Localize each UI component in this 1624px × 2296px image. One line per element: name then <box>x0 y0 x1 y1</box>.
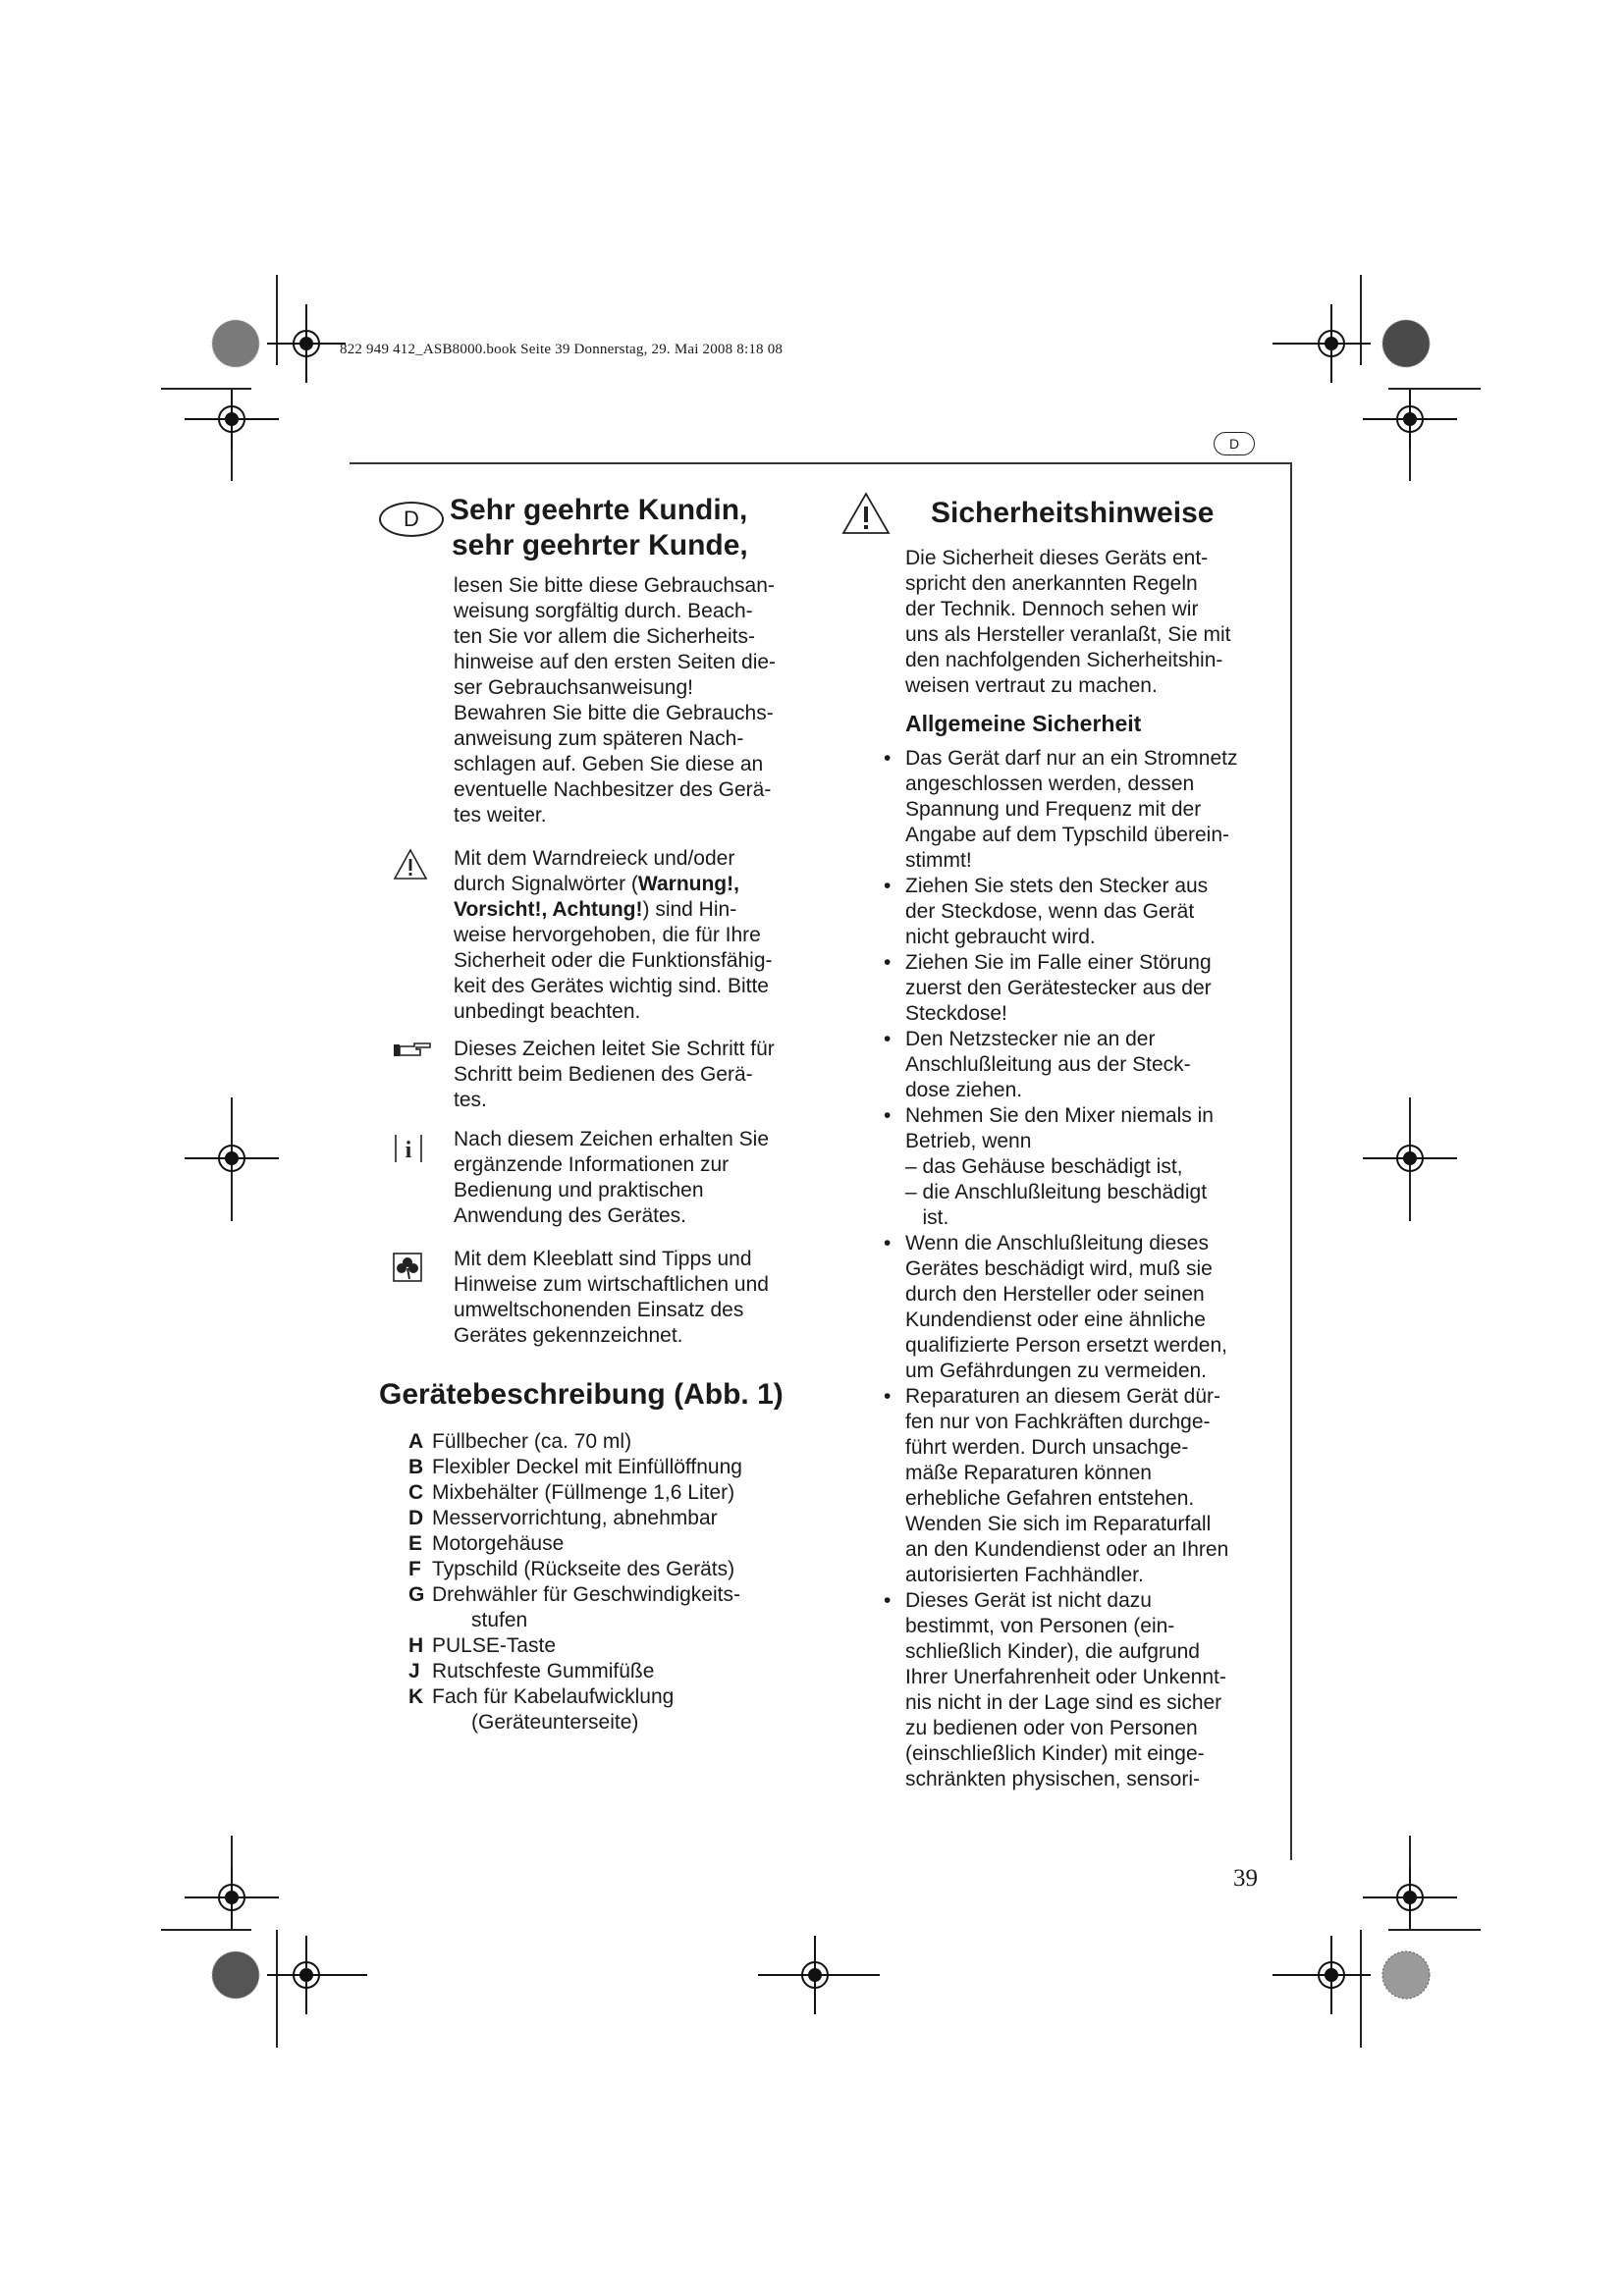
warning-triangle-icon <box>393 848 428 888</box>
pointing-hand-icon <box>393 1041 432 1067</box>
safety-bullet: • Den Netzstecker nie an der Anschlußleitung aus der Steck- dose ziehen. <box>882 1027 1284 1103</box>
warning-text-line: durch Signalwörter (Warnung!, <box>454 873 739 895</box>
intro-line: hinweise auf den ersten Seiten die- <box>454 651 777 673</box>
sicherheit-intro-line: der Technik. Dennoch sehen wir <box>905 598 1199 620</box>
part-item: A Füllbecher (ca. 70 ml) <box>408 1430 632 1453</box>
language-badge: D <box>1214 432 1255 455</box>
greeting-line-1: Sehr geehrte Kundin, <box>450 494 748 526</box>
geraetebeschreibung-heading: Gerätebeschreibung (Abb. 1) <box>379 1378 784 1411</box>
warning-triangle-heading-icon <box>840 491 892 541</box>
part-item: H PULSE-Taste <box>408 1634 557 1657</box>
part-item: E Motorgehäuse <box>408 1532 565 1555</box>
part-item: C Mixbehälter (Füllmenge 1,6 Liter) <box>408 1481 735 1504</box>
greeting-intro <box>454 573 827 828</box>
intro-line: Bewahren Sie bitte die Gebrauchs- <box>454 702 774 724</box>
clover-leaf-icon <box>393 1253 422 1289</box>
clover-text-line: Hinweise zum wirtschaftlichen und <box>454 1273 769 1296</box>
symbol-info-row <box>393 1127 825 1235</box>
info-text-line: Nach diesem Zeichen erhalten Sie <box>454 1128 770 1150</box>
clover-text-line: Gerätes gekennzeichnet. <box>454 1324 683 1347</box>
part-item: K Fach für Kabelaufwicklung (Geräteunterseite) <box>408 1685 675 1734</box>
warning-text-line: weise hervorgehoben, die für Ihre <box>454 924 761 946</box>
part-item: G Drehwähler für Geschwindigkeits- stufen <box>408 1583 740 1631</box>
allgemeine-sicherheit-subheading: Allgemeine Sicherheit <box>905 711 1142 736</box>
clover-text-line: Mit dem Kleeblatt sind Tipps und <box>454 1248 752 1270</box>
sicherheit-intro-line: spricht den anerkannten Regeln <box>905 572 1198 595</box>
sicherheit-intro-line: Die Sicherheit dieses Geräts ent- <box>905 547 1209 569</box>
info-text-line: Anwendung des Gerätes. <box>454 1204 686 1227</box>
info-text-line: Bedienung und praktischen <box>454 1179 704 1201</box>
safety-bullet: • Ziehen Sie im Falle einer Störung zuerst den Gerätestecker aus der Steckdose! <box>882 950 1284 1027</box>
symbol-step-row <box>393 1037 825 1115</box>
print-header-line: 822 949 412_ASB8000.book Seite 39 Donnerstag, 29. Mai 2008 8:18 08 <box>340 342 784 357</box>
step-text-line: tes. <box>454 1089 487 1111</box>
intro-line: weisung sorgfältig durch. Beach- <box>454 600 753 622</box>
safety-bullet: • Wenn die Anschlußleitung dieses Gerätes beschädigt wird, muß sie durch den Hersteller oder seinen Kundendienst oder eine ähnliche qualifizierte Person ersetzt werden, um Gefährdungen zu vermeiden. <box>882 1231 1284 1384</box>
frame-right-rule <box>1290 462 1292 1860</box>
sicherheit-intro-line: uns als Hersteller veranlaßt, Sie mit <box>905 623 1231 646</box>
language-oval: D <box>379 502 444 537</box>
part-item: J Rutschfeste Gummifüße <box>408 1660 655 1682</box>
info-icon <box>393 1133 424 1171</box>
safety-bullet: • Ziehen Sie stets den Stecker aus der Steckdose, wenn das Gerät nicht gebraucht wird. <box>882 874 1284 950</box>
step-text-line: Schritt beim Bedienen des Gerä- <box>454 1063 753 1086</box>
intro-line: schlagen auf. Geben Sie diese an <box>454 753 764 775</box>
sicherheit-intro-line: den nachfolgenden Sicherheitshin- <box>905 649 1223 671</box>
warning-text-line: Vorsicht!, Achtung!) sind Hin- <box>454 898 737 921</box>
warning-text-line: keit des Gerätes wichtig sind. Bitte <box>454 975 769 997</box>
part-item: F Typschild (Rückseite des Geräts) <box>408 1558 735 1580</box>
sicherheitshinweise-heading: Sicherheitshinweise <box>931 497 1215 529</box>
warning-text-line: unbedingt beachten. <box>454 1000 641 1023</box>
greeting-line-2: sehr geehrter Kunde, <box>452 529 748 561</box>
part-item: D Messervorrichtung, abnehmbar <box>408 1507 718 1529</box>
intro-line: ser Gebrauchsanweisung! <box>454 676 693 699</box>
safety-bullet: • Nehmen Sie den Mixer niemals in Betrieb, wenn – das Gehäuse beschädigt ist, – die Anschlußleitung beschädigt ist. <box>882 1103 1284 1231</box>
intro-line: ten Sie vor allem die Sicherheits- <box>454 625 755 648</box>
symbol-clover-row <box>393 1247 825 1355</box>
svg-text:i: i <box>405 1138 412 1163</box>
safety-bullet: • Das Gerät darf nur an ein Stromnetz angeschlossen werden, dessen Spannung und Frequenz mit der Angabe auf dem Typschild überein- stimmt! <box>882 746 1284 874</box>
sicherheit-intro <box>905 546 1278 699</box>
info-text-line: ergänzende Informationen zur <box>454 1153 730 1176</box>
safety-bullet-list <box>882 746 1284 1792</box>
safety-bullet: • Reparaturen an diesem Gerät dür- fen nur von Fachkräften durchge- führt werden. Durch unsachge- mäße Reparaturen können erhebliche Gefahren entstehen. Wenden Sie sich im Reparaturfall an den Kundendienst oder an Ihren autorisierten Fachhändler. <box>882 1384 1284 1588</box>
safety-bullet: • Dieses Gerät ist nicht dazu bestimmt, von Personen (ein- schließlich Kinder), die aufgrund Ihrer Unerfahrenheit oder Unkennt- nis nicht in der Lage sind es sicher zu bedienen oder von Personen (einschließlich Kinder) mit einge- schränkten physischen, sensori- <box>882 1588 1284 1792</box>
warning-text-line: Sicherheit oder die Funktionsfähig- <box>454 949 773 972</box>
intro-line: lesen Sie bitte diese Gebrauchsan- <box>454 574 775 597</box>
clover-text-line: umweltschonenden Einsatz des <box>454 1299 744 1321</box>
intro-line: tes weiter. <box>454 804 547 827</box>
frame-top-rule <box>350 462 1292 464</box>
step-text-line: Dieses Zeichen leitet Sie Schritt für <box>454 1038 775 1060</box>
warning-text-line: Mit dem Warndreieck und/oder <box>454 847 735 870</box>
sicherheit-intro-line: weisen vertraut zu machen. <box>905 674 1158 697</box>
intro-line: eventuelle Nachbesitzer des Gerä- <box>454 778 772 801</box>
part-item: B Flexibler Deckel mit Einfüllöffnung <box>408 1456 742 1478</box>
parts-list <box>408 1429 821 1735</box>
page-number: 39 <box>1233 1865 1258 1892</box>
intro-line: anweisung zum späteren Nach- <box>454 727 744 750</box>
symbol-warning-row <box>393 846 825 1033</box>
